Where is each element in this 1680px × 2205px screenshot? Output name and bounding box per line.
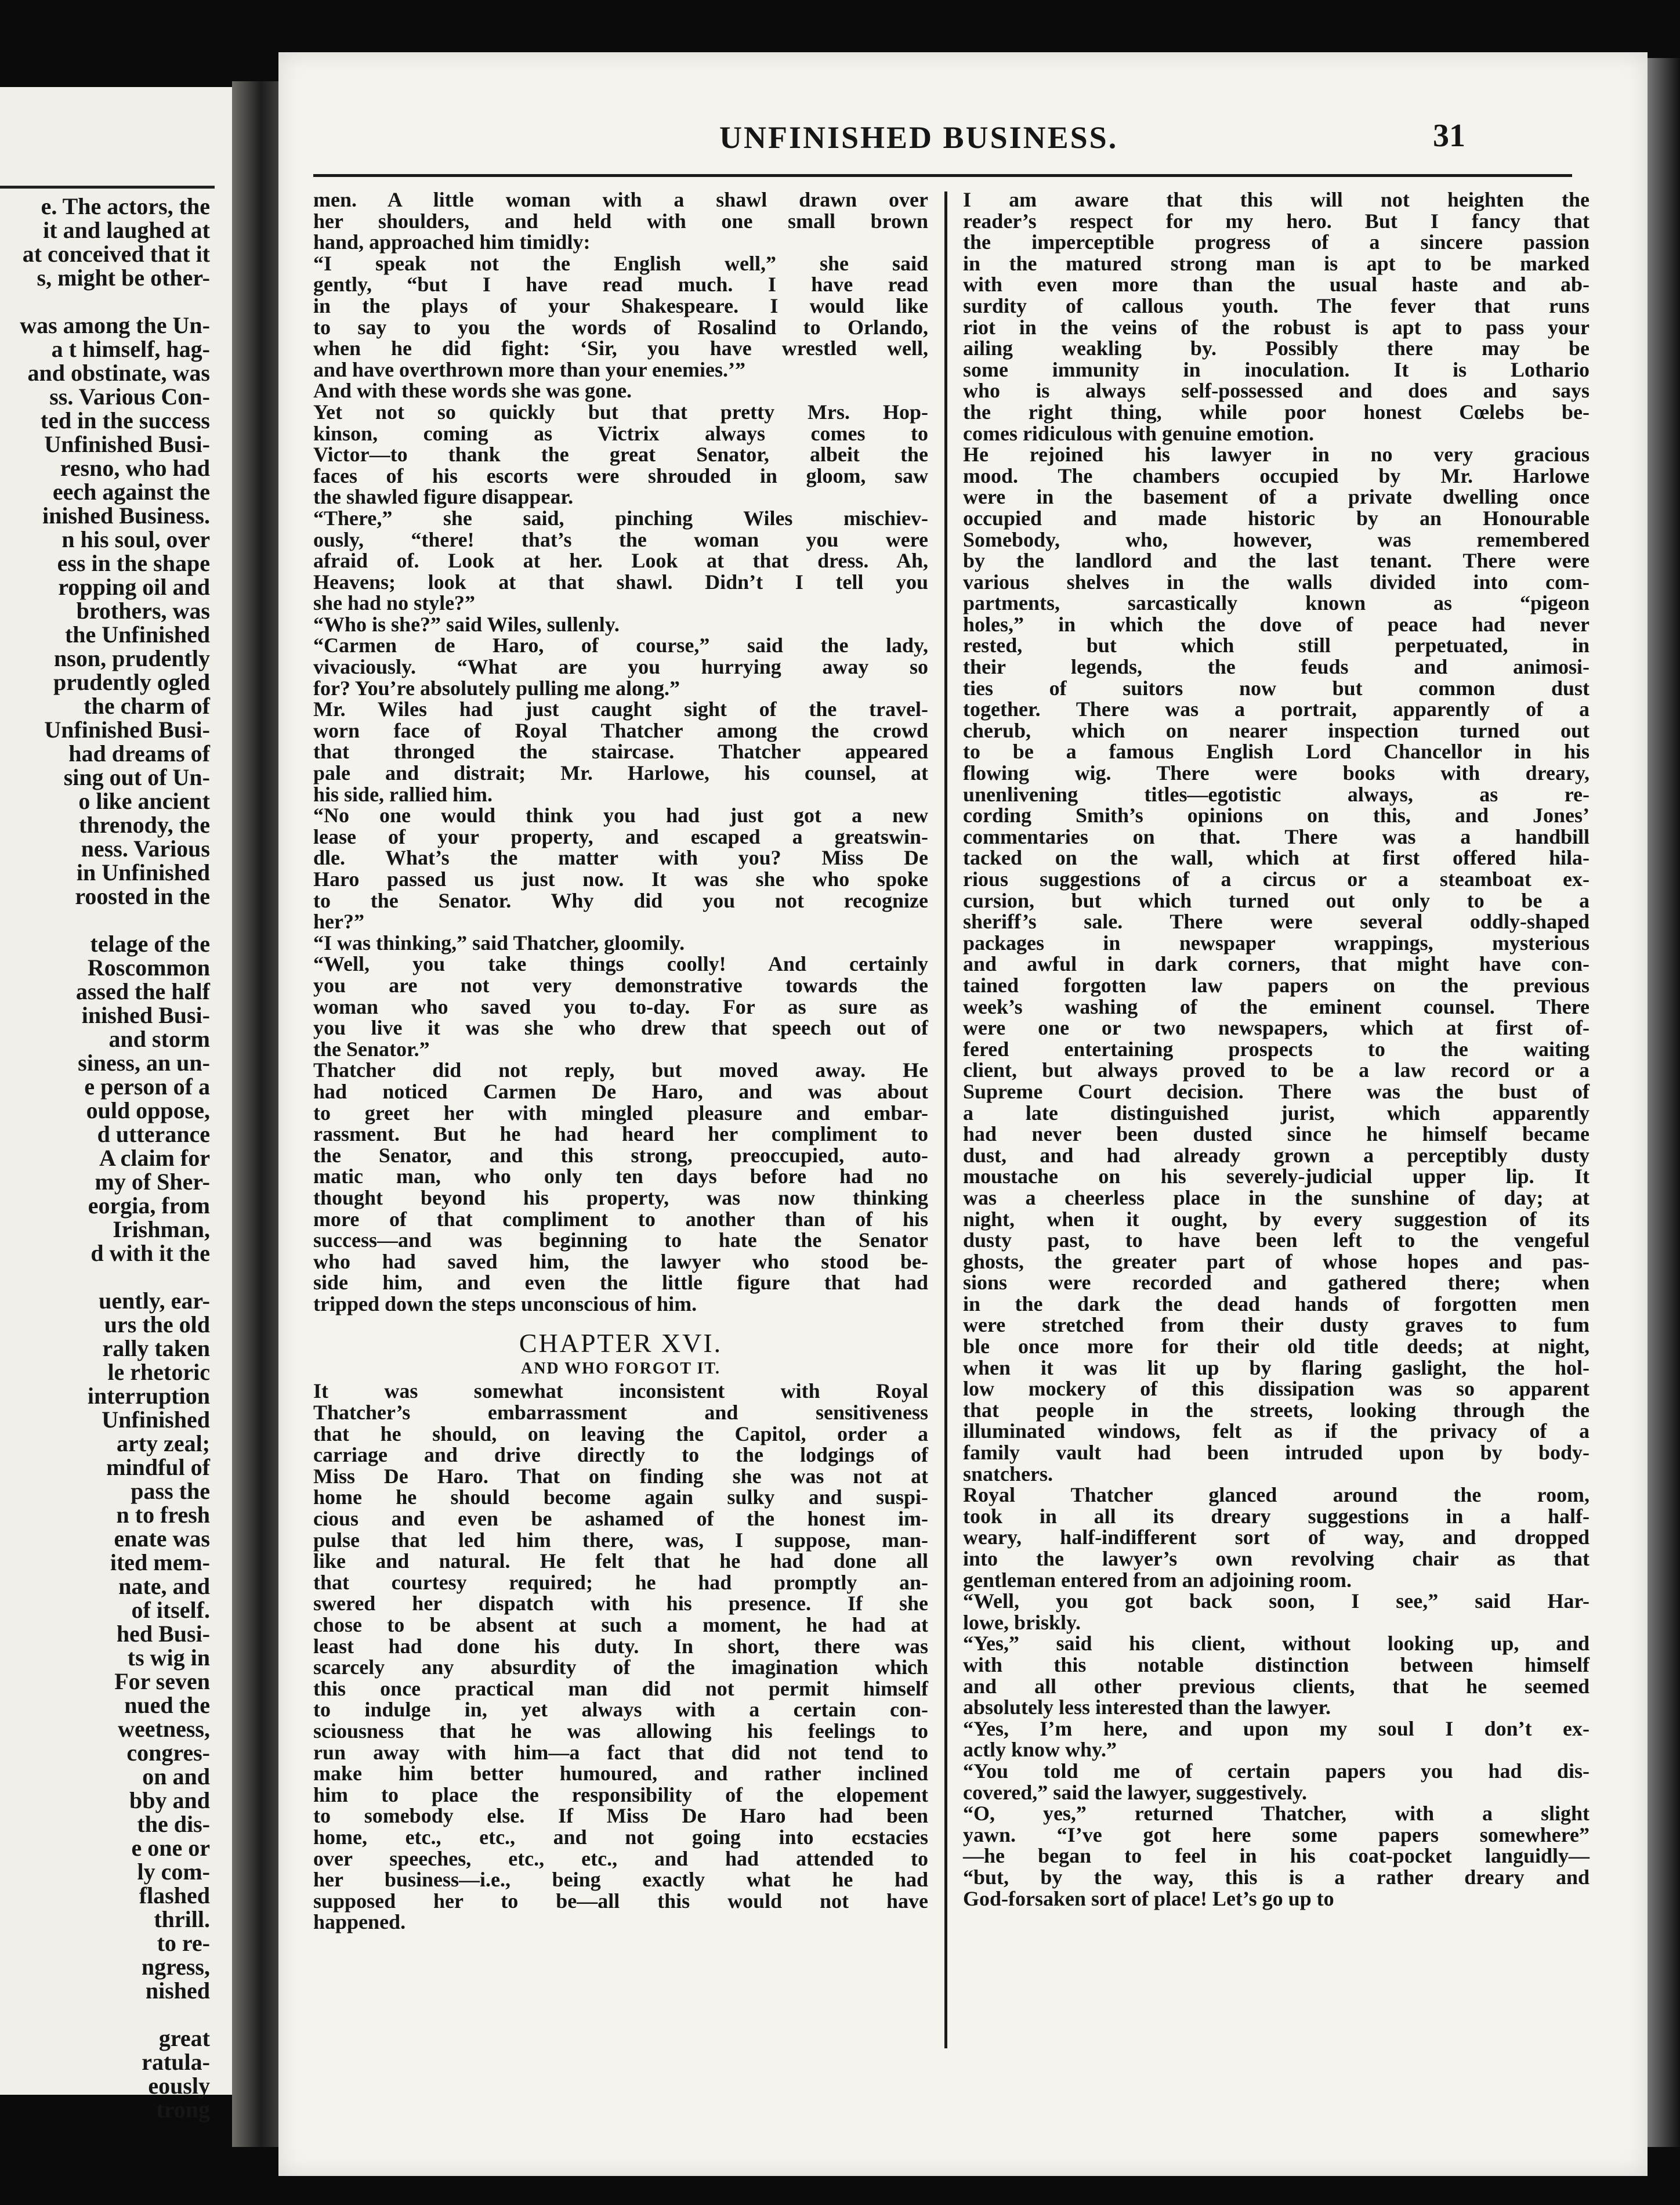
text-line: cursion, but which turned out only to be a <box>963 888 1590 912</box>
text-line: Heavens; look at that shawl. Didn’t I tell you <box>313 570 928 594</box>
text-line: unenlivening titles—egotistic always, as re- <box>963 782 1590 806</box>
facing-page-line: my of Sher- <box>95 1169 210 1195</box>
running-title: UNFINISHED BUSINESS. <box>719 120 1118 155</box>
text-line: “Who is she?” said Wiles, sullenly. <box>313 612 620 636</box>
text-line: Royal Thatcher glanced around the room, <box>963 1483 1590 1507</box>
text-line: Haro passed us just now. It was she who spoke <box>313 867 928 891</box>
facing-page-line: Roscommon <box>87 955 210 981</box>
text-line: rassment. But he had heard her compliment to <box>313 1122 928 1146</box>
text-line: took in all its dreary suggestions in a half- <box>963 1504 1590 1528</box>
text-line: fered entertaining prospects to the waiting <box>963 1037 1590 1061</box>
text-line: God-forsaken sort of place! Let’s go up to <box>963 1886 1334 1910</box>
facing-page-line: ngress, <box>141 1954 210 1980</box>
facing-page-line: eech against the <box>52 479 210 505</box>
text-line: tacked on the wall, which at first offered hila- <box>963 846 1590 870</box>
text-line: were stretched from their dusty graves to fum <box>963 1313 1590 1337</box>
text-line: into the lawyer’s own revolving chair as that <box>963 1547 1590 1570</box>
facing-page-line: e. The actors, the <box>41 193 210 219</box>
text-line: covered,” said the lawyer, suggestively. <box>963 1780 1307 1804</box>
facing-page-line: congres- <box>126 1740 210 1766</box>
text-line: together. There was a portrait, apparently of a <box>963 697 1590 721</box>
text-line: him to place the responsibility of the elopement <box>313 1783 928 1806</box>
facing-page-line: flashed <box>139 1882 210 1908</box>
facing-page-line: a t himself, hag- <box>51 336 210 362</box>
text-line: who had saved him, the lawyer who stood be- <box>313 1249 928 1273</box>
facing-page-line: le rhetoric <box>107 1359 210 1385</box>
text-line: her?” <box>313 910 364 934</box>
text-line: dusty past, to have been left to the vengeful <box>963 1228 1590 1252</box>
facing-page-line: on and <box>142 1763 210 1790</box>
facing-page-line: eously <box>148 2073 210 2099</box>
text-line: absolutely less interested than the lawyer. <box>963 1696 1331 1719</box>
text-line: actly know why.” <box>963 1738 1117 1762</box>
facing-page-line: thrill. <box>154 1906 210 1932</box>
text-line: were one or two newspapers, which at first of- <box>963 1016 1590 1040</box>
facing-page-line: bby and <box>129 1787 210 1813</box>
text-line: It was somewhat inconsistent with Royal <box>313 1379 928 1403</box>
facing-page-line <box>0 1265 220 1289</box>
text-line: “O, yes,” returned Thatcher, with a slight <box>963 1802 1590 1826</box>
text-line: ailing weakling by. Possibly there may be <box>963 337 1590 360</box>
text-line: carriage and drive directly to the lodgings of <box>313 1443 928 1467</box>
text-line: in the plays of your Shakespeare. I would like <box>313 294 928 317</box>
text-line: lowe, briskly. <box>963 1610 1081 1634</box>
text-line: “but, by the way, this is a rather dreary and <box>963 1865 1590 1889</box>
facing-page-line: ly com- <box>137 1859 210 1885</box>
facing-page-line: d utterance <box>97 1121 210 1147</box>
text-line: the Senator, and this strong, preoccupied, auto- <box>313 1143 928 1167</box>
chapter-subtitle: AND WHO FORGOT IT. <box>520 1360 721 1378</box>
facing-page-line: the charm of <box>84 693 210 719</box>
facing-page-line: siness, an un- <box>78 1050 210 1076</box>
text-line: “Yes,” said his client, without looking up, and <box>963 1632 1590 1655</box>
text-line: were in the basement of a private dwelling once <box>963 485 1590 509</box>
text-line: low mockery of this dissipation was so apparent <box>963 1377 1590 1401</box>
facing-page-line: ness. Various <box>81 836 210 862</box>
facing-page-line: was among the Un- <box>20 312 210 338</box>
facing-page-line: eorgia, from <box>88 1192 210 1219</box>
text-line: a late distinguished jurist, which apparently <box>963 1101 1590 1125</box>
facing-page-line: inished Busi- <box>81 1002 210 1028</box>
text-line: afraid of. Look at her. Look at that dress. Ah, <box>313 549 928 573</box>
text-line: riot in the veins of the robust is apt to pass your <box>963 315 1590 339</box>
facing-page-line: and storm <box>108 1026 210 1052</box>
text-line: when it was lit up by flaring gaslight, the hol- <box>963 1355 1590 1379</box>
facing-page-line: sing out of Un- <box>63 764 210 790</box>
facing-page-line: roosted in the <box>75 883 210 909</box>
text-line: by the landlord and the last tenant. There were <box>963 549 1590 573</box>
text-line: pulse that led him there, was, I suppose, man- <box>313 1528 928 1552</box>
text-line: hand, approached him timidly: <box>313 230 591 254</box>
facing-page-line: uently, ear- <box>99 1288 210 1314</box>
text-line: tained forgotten law papers on the previous <box>963 973 1590 997</box>
text-line: Victor—to thank the great Senator, albeit the <box>313 443 928 467</box>
text-line: to indulge in, yet always with a certain con- <box>313 1698 928 1722</box>
facing-page-line: ss. Various Con- <box>49 384 210 410</box>
text-line: sheriff’s sale. There were several oddly-shaped <box>963 910 1590 934</box>
text-line: “Carmen de Haro, of course,” said the lady, <box>313 634 928 657</box>
text-line: sions were recorded and gathered there; when <box>963 1271 1590 1295</box>
text-line: that people in the streets, looking through the <box>963 1398 1590 1422</box>
text-line: her business—i.e., being exactly what he had <box>313 1868 928 1892</box>
facing-page-line: the dis- <box>137 1811 210 1837</box>
text-line: client, but always proved to be a law record or a <box>963 1058 1590 1082</box>
text-line: illuminated windows, felt as if the privacy of a <box>963 1419 1590 1443</box>
text-line: worn face of Royal Thatcher among the crowd <box>313 718 928 742</box>
text-line: to say to you the words of Rosalind to Orlando, <box>313 315 928 339</box>
facing-page-line: trong <box>156 2096 210 2123</box>
text-line: ble once more for their old title deeds; at night, <box>963 1335 1590 1358</box>
text-line: matic man, who only ten days before had no <box>313 1165 928 1188</box>
text-line: you live it was she who drew that speech out of <box>313 1016 928 1040</box>
text-line: thought beyond his property, was now thinking <box>313 1185 928 1209</box>
facing-page-line: assed the half <box>75 978 210 1004</box>
text-line: ously, “there! that’s the woman you were <box>313 527 928 551</box>
facing-page-line <box>0 290 220 313</box>
text-line: to somebody else. If Miss De Haro had been <box>313 1804 928 1828</box>
chapter-heading: CHAPTER XVI. <box>519 1328 723 1358</box>
facing-page-line: Irishman, <box>113 1216 210 1242</box>
facing-page-line: rally taken <box>102 1335 210 1361</box>
text-line: kinson, coming as Victrix always comes to <box>313 421 928 445</box>
text-line: make him better humoured, and rather inclined <box>313 1762 928 1785</box>
text-line: his side, rallied him. <box>313 782 493 806</box>
text-line: the Senator.” <box>313 1037 430 1061</box>
text-line: and have overthrown more than your enemies.’” <box>313 357 745 381</box>
text-line: swered her dispatch with his presence. If she <box>313 1592 928 1615</box>
text-line: —he began to feel in his coat-pocket languidly— <box>963 1844 1590 1868</box>
text-line: comes ridiculous with genuine emotion. <box>963 421 1315 445</box>
facing-page-line: of itself. <box>131 1597 210 1623</box>
text-line: And with these words she was gone. <box>313 379 632 403</box>
text-line: dust, and had already grown a perceptibly dusty <box>963 1143 1590 1167</box>
facing-page-line: s, might be other- <box>37 265 210 291</box>
text-line: “You told me of certain papers you had dis- <box>963 1759 1590 1783</box>
facing-page-line: to re- <box>157 1930 210 1956</box>
text-line: sciousness that he was allowing his feelings to <box>313 1719 928 1743</box>
text-line: weary, half-indifferent sort of way, and dropped <box>963 1526 1590 1549</box>
text-line: He rejoined his lawyer in no very gracious <box>963 443 1590 467</box>
text-line: and all other previous clients, that he seemed <box>963 1674 1590 1698</box>
text-line: her shoulders, and held with one small brown <box>313 209 928 233</box>
facing-page-line: nued the <box>124 1692 210 1718</box>
facing-page-line: ratula- <box>142 2049 210 2075</box>
facing-page-line: in Unfinished <box>76 859 210 885</box>
text-line: was a cheerless place in the sunshine of day; at <box>963 1185 1590 1209</box>
facing-page-line: ould oppose, <box>86 1097 210 1123</box>
text-line: their legends, the feuds and animosi- <box>963 655 1590 679</box>
text-line: like and natural. He felt that he had done all <box>313 1549 928 1573</box>
text-line: partments, sarcastically known as “pigeon <box>963 591 1590 615</box>
facing-page-line: nate, and <box>118 1573 210 1599</box>
text-line: side him, and even the little figure that had <box>313 1271 928 1295</box>
page-number: 31 <box>1433 118 1465 154</box>
text-line: occupied and made historic by an Honourable <box>963 506 1590 530</box>
facing-page-line: Unfinished Busi- <box>44 717 210 743</box>
facing-page-header-rule <box>0 186 215 189</box>
facing-page-text <box>0 194 220 2121</box>
facing-page-line: threnody, the <box>79 812 210 838</box>
facing-page-line: great <box>158 2025 210 2051</box>
facing-page-line: o like ancient <box>78 788 210 814</box>
text-line: when he did fight: ‘Sir, you have wrestled well, <box>313 337 928 360</box>
text-line: over speeches, etc., etc., and had attended to <box>313 1846 928 1870</box>
text-line: dle. What’s the matter with you? Miss De <box>313 846 928 870</box>
book-page <box>278 52 1648 2176</box>
text-line: with even more than the usual haste and ab- <box>963 273 1590 297</box>
text-line: run away with him—a fact that did not tend to <box>313 1740 928 1764</box>
facing-page-line: hed Busi- <box>116 1621 210 1647</box>
text-line: Thatcher did not reply, but moved away. He <box>313 1058 928 1082</box>
text-line: to the Senator. Why did you not recognize <box>313 888 928 912</box>
text-line: week’s washing of the eminent counsel. There <box>963 995 1590 1018</box>
text-line: home he should become again sulky and suspi- <box>313 1485 928 1509</box>
text-line: who is always self-possessed and does and says <box>963 379 1590 403</box>
text-line: tripped down the steps unconscious of him. <box>313 1292 697 1315</box>
text-line: “I speak not the English well,” she said <box>313 251 928 275</box>
text-line: vivaciously. “What are you hurrying away so <box>313 655 928 679</box>
facing-page-line: Unfinished <box>102 1407 210 1433</box>
text-line: that courtesy required; he had promptly an- <box>313 1570 928 1594</box>
text-line: this once practical man did not permit himself <box>313 1676 928 1700</box>
text-line: holes,” in which the dove of peace had never <box>963 612 1590 636</box>
text-line: “Yes, I’m here, and upon my soul I don’t ex- <box>963 1716 1590 1740</box>
facing-page-line: urs the old <box>104 1311 210 1338</box>
text-line: happened. <box>313 1910 406 1934</box>
text-line: faces of his escorts were shrouded in gloom, saw <box>313 464 928 487</box>
text-line: least had done his duty. In short, there was <box>313 1634 928 1658</box>
facing-page-line: and obstinate, was <box>27 360 210 386</box>
text-line: in the matured strong man is apt to be marked <box>963 251 1590 275</box>
text-line: commentaries on that. There was a handbill <box>963 825 1590 848</box>
text-line: “No one would think you had just got a new <box>313 804 928 827</box>
text-line: success—and was beginning to hate the Senator <box>313 1228 928 1252</box>
text-line: scarcely any absurdity of the imagination which <box>313 1655 928 1679</box>
facing-page-line: interruption <box>87 1383 210 1409</box>
text-line: gently, “but I have read much. I have read <box>313 273 928 297</box>
text-line: in the dark the dead hands of forgotten men <box>963 1292 1590 1315</box>
text-line: pale and distrait; Mr. Harlowe, his counsel, at <box>313 761 928 785</box>
facing-page-line: ess in the shape <box>57 550 210 576</box>
text-line: to greet her with mingled pleasure and embar- <box>313 1101 928 1125</box>
text-line: moustache on his severely-judicial upper lip. It <box>963 1165 1590 1188</box>
text-line: rested, but which still perpetuated, in <box>963 634 1590 657</box>
facing-page-line: ts wig in <box>127 1644 210 1671</box>
text-line: yawn. “I’ve got here some papers somewhere” <box>963 1823 1590 1846</box>
facing-page-line: inished Business. <box>42 503 210 529</box>
facing-page-line: n to fresh <box>116 1502 210 1528</box>
text-column-right <box>963 189 1590 1909</box>
facing-page-line: had dreams of <box>68 740 210 767</box>
facing-page-line: nson, prudently <box>54 645 210 671</box>
text-line: cherub, which on nearer inspection turned out <box>963 718 1590 742</box>
text-line: for? You’re absolutely pulling me along.” <box>313 676 680 700</box>
header-rule <box>313 174 1572 177</box>
text-line: rious suggestions of a circus or a steamboat ex- <box>963 867 1590 891</box>
facing-page-line: arty zeal; <box>116 1430 210 1456</box>
text-line: had never been dusted since he himself became <box>963 1122 1590 1146</box>
facing-page-line: at conceived that it <box>22 241 210 267</box>
facing-page-line: For seven <box>114 1668 210 1694</box>
text-line: chose to be absent at such a moment, he had at <box>313 1613 928 1636</box>
text-line: Yet not so quickly but that pretty Mrs. Hop- <box>313 400 928 424</box>
text-line: “There,” she said, pinching Wiles mischiev- <box>313 506 928 530</box>
facing-page-line: ited mem- <box>110 1549 210 1575</box>
text-line: men. A little woman with a shawl drawn over <box>313 188 928 211</box>
text-line: Supreme Court decision. There was the bust of <box>963 1079 1590 1103</box>
facing-page-line: d with it the <box>90 1240 210 1266</box>
text-line: Mr. Wiles had just caught sight of the travel- <box>313 697 928 721</box>
facing-page <box>0 87 233 2123</box>
text-line: the imperceptible progress of a sincere passion <box>963 230 1590 254</box>
facing-page-line: telage of the <box>90 931 210 957</box>
text-line: various shelves in the walls divided into com- <box>963 570 1590 594</box>
text-line: you are not very demonstrative towards the <box>313 973 928 997</box>
facing-page-line: mindful of <box>106 1454 210 1480</box>
text-line: Somebody, who, however, was remembered <box>963 527 1590 551</box>
text-line: some immunity in inoculation. It is Lothario <box>963 357 1590 381</box>
text-line: Miss De Haro. That on finding she was not at <box>313 1464 928 1488</box>
facing-page-line: ropping oil and <box>58 574 210 600</box>
facing-page-line: it and laughed at <box>43 217 210 243</box>
facing-page-line: resno, who had <box>60 455 210 481</box>
text-line: she had no style?” <box>313 591 476 615</box>
text-line: lease of your property, and escaped a greatswin- <box>313 825 928 848</box>
facing-page-line <box>0 2002 220 2026</box>
facing-page-line: pass the <box>131 1478 210 1504</box>
text-line: more of that compliment to another than of his <box>313 1207 928 1231</box>
facing-page-line: the Unfinished <box>64 621 210 648</box>
facing-page-line: e one or <box>131 1835 210 1861</box>
text-line: to be a famous English Lord Chancellor in his <box>963 740 1590 764</box>
text-line: cording Smith’s opinions on this, and Jones’ <box>963 804 1590 827</box>
column-rule <box>944 191 947 2048</box>
text-line: that he should, on leaving the Capitol, order a <box>313 1422 928 1445</box>
text-line: cious and even be ashamed of the honest im- <box>313 1507 928 1531</box>
facing-page-line: weetness, <box>118 1716 210 1742</box>
text-line: night, when it ought, by every suggestion of its <box>963 1207 1590 1231</box>
text-line: “Well, you got back soon, I see,” said Har- <box>963 1589 1590 1613</box>
text-line: and awful in dark corners, that might have con- <box>963 952 1590 976</box>
facing-page-line: brothers, was <box>76 598 210 624</box>
facing-page-line: e person of a <box>84 1073 210 1100</box>
text-line: packages in newspaper wrappings, mysterious <box>963 931 1590 955</box>
text-line: Thatcher’s embarrassment and sensitiveness <box>313 1401 928 1425</box>
page-edge <box>1648 58 1680 2147</box>
facing-page-line: enate was <box>114 1526 210 1552</box>
text-line: surdity of callous youth. The fever that runs <box>963 294 1590 317</box>
text-line: the shawled figure disappear. <box>313 485 574 509</box>
text-line: reader’s respect for my hero. But I fancy that <box>963 209 1590 233</box>
text-line: woman who saved you to-day. For as sure as <box>313 995 928 1018</box>
text-line: home, etc., etc., and not going into ecstacies <box>313 1825 928 1849</box>
text-line: ties of suitors now but common dust <box>963 676 1590 700</box>
text-line: with this notable distinction between himself <box>963 1653 1590 1676</box>
text-line: “I was thinking,” said Thatcher, gloomily. <box>313 931 685 955</box>
facing-page-line: ted in the success <box>40 407 210 433</box>
text-line: gentleman entered from an adjoining room. <box>963 1568 1352 1592</box>
text-line: “Well, you take things coolly! And certainly <box>313 952 928 976</box>
text-line: ghosts, the greater part of whose hopes and pas- <box>963 1249 1590 1273</box>
text-line: had noticed Carmen De Haro, and was about <box>313 1079 928 1103</box>
text-line: supposed her to be—all this would not have <box>313 1889 928 1913</box>
text-line: family vault had been intruded upon by body- <box>963 1441 1590 1465</box>
text-line: snatchers. <box>963 1462 1053 1485</box>
facing-page-line: prudently ogled <box>53 669 210 695</box>
facing-page-line: A claim for <box>99 1145 210 1171</box>
text-line: the right thing, while poor honest Cœlebs be- <box>963 400 1590 424</box>
text-line: I am aware that this will not heighten the <box>963 188 1590 211</box>
facing-page-line: n his soul, over <box>61 526 210 552</box>
text-line: mood. The chambers occupied by Mr. Harlowe <box>963 464 1590 487</box>
facing-page-line: nished <box>145 1978 210 2004</box>
text-line: that thronged the staircase. Thatcher appeared <box>313 740 928 764</box>
text-line: flowing wig. There were books with dreary, <box>963 761 1590 785</box>
text-column-left <box>313 189 928 1933</box>
facing-page-line: Unfinished Busi- <box>44 431 210 457</box>
facing-page-line <box>0 908 220 932</box>
